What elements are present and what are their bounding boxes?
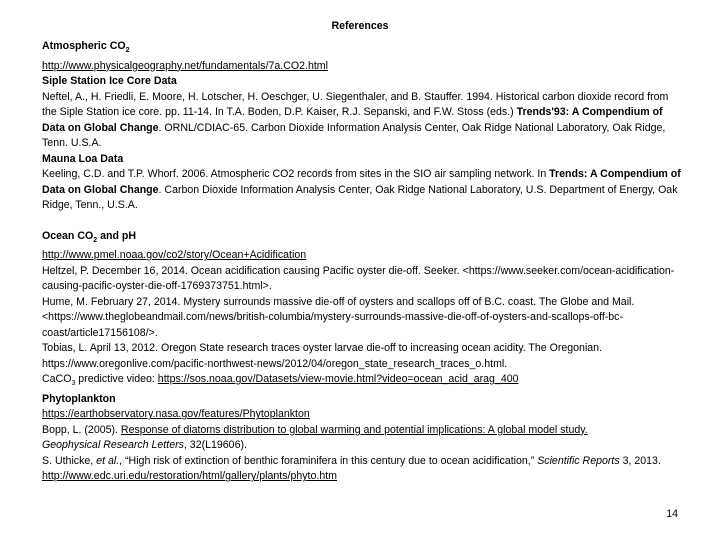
reference-tobias: Tobias, L. April 13, 2012. Oregon State research traces oyster larvae die-off to increasing ocean acidity. The Oregonian. https://www.oregonlive.com/pacific-northwest-news/2012/04/oregon_state_research_traces_o.html. <box>42 342 603 370</box>
ocean-acidification-link[interactable]: http://www.pmel.noaa.gov/co2/story/Ocean+Acidification <box>42 249 307 262</box>
section-heading-ocean-co2-ph: Ocean $CO_2$ and pH <box>42 229 136 244</box>
section-heading-atmospheric-co2: Atmospheric $CO_2$ <box>42 40 130 55</box>
reference-keeling: Keeling, C.D. and T.P. Whorf. 2006. Atmospheric CO2 records from sites in the SIO air sampling network. In Trends: A Compendium of Data on Global Change. Carbon Dioxide Information Analysis Center, Oak Ridge National Laboratory, U.S. Department of Energy, Oak Ridge, Tenn., U.S.A. <box>42 168 681 212</box>
reference-uthicke: S. Uthicke, et al., “High risk of extinction of benthic foraminifera in this century due to ocean acidification,” Scientific Reports 3, 2013. http://www.edc.uri.edu/restoration/html/gallery/plants/phyto.htm <box>42 454 661 483</box>
reference-neftel: Neftel, A., H. Friedli, E. Moore, H. Lotscher, H. Oeschger, U. Siegenthaler, and B. Stauffer. 1994. Historical carbon dioxide record from the Siple Station ice core. pp. 11-14. In T.A. Boden, D.P. Kaiser, R.J. Sepanski, and F.W. Stoss (eds.) Trends'93: A Compendium of Data on Global Change. ORNL/CDIAC-65. Carbon Dioxide Information Analysis Center, Oak Ridge National Laboratory, Oak Ridge, Tenn. U.S.A. <box>42 90 669 150</box>
reference-hume: Hume, M. February 27, 2014. Mystery surrounds massive die-off of oysters and scallops off of B.C. coast. The Globe and Mail. <https://www.theglobeandmail.com/news/british-columbia/mystery-surrounds-massive-die-off-of-oysters-and-scallops-off-bc-coast/article17156108/>. <box>42 295 635 339</box>
caco3-video-line: CaCO$_3$ predictive video: https://sos.noaa.gov/Datasets/view-movie.html?video=ocean_acid_arag_400 <box>42 373 519 388</box>
reference-bopp: Bopp, L. (2005). Response of diatoms distribution to global warming and potential implications: A global model study. Geophysical Research Letters, 32(L19606). <box>42 423 588 452</box>
spacer <box>42 214 682 229</box>
references-body <box>42 39 682 485</box>
section-heading-siple: Siple Station Ice Core Data <box>42 75 177 88</box>
section-heading-mauna-loa: Mauna Loa Data <box>42 152 124 165</box>
phyto-gallery-link[interactable]: http://www.edc.uri.edu/restoration/html/gallery/plants/phyto.htm <box>42 470 338 483</box>
reference-heltzel: Heltzel, P. December 16, 2014. Ocean acidification causing Pacific oyster die-off. Seeker. <https://www.seeker.com/ocean-acidification-causing-pacific-oyster-die-off-1769373751.html>. <box>42 264 675 293</box>
page-number: 14 <box>666 508 678 520</box>
caco3-video-link[interactable]: https://sos.noaa.gov/Datasets/view-movie.html?video=ocean_acid_arag_400 <box>157 373 519 386</box>
section-heading-phytoplankton: Phytoplankton <box>42 392 116 405</box>
atmospheric-co2-link[interactable]: http://www.physicalgeography.net/fundamentals/7a.CO2.html <box>42 59 328 72</box>
bopp-article-link[interactable]: Response of diatoms distribution to global warming and potential implications: A global model study. <box>120 423 588 436</box>
phytoplankton-link[interactable]: https://earthobservatory.nasa.gov/features/Phytoplankton <box>42 408 310 421</box>
page-title: References <box>331 20 389 32</box>
